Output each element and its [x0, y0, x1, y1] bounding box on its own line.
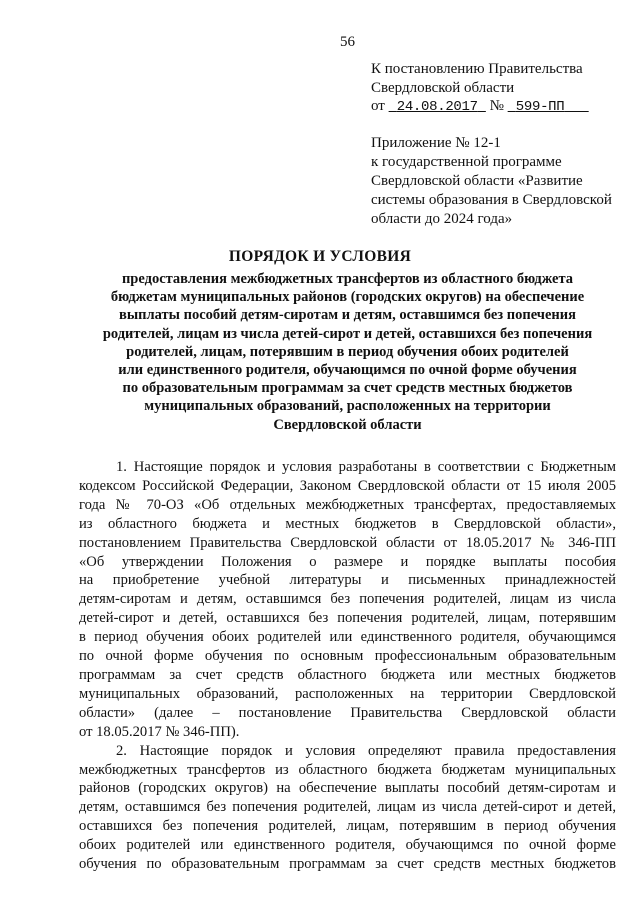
- approval-date: 24.08.2017: [396, 99, 478, 115]
- appendix-line: области до 2024 года»: [371, 211, 513, 227]
- document-title: ПОРЯДОК И УСЛОВИЯ: [228, 248, 412, 265]
- paragraph-line: районов (городских округов) на обеспечение выплаты пособий детям-сиротам и: [79, 780, 616, 797]
- subtitle-line: или единственного родителя, обучающимся по очной форме обучения: [118, 362, 577, 379]
- number-label: №: [489, 98, 504, 114]
- paragraph-line: обучения по образовательным программам за счет средств местных бюджетов: [79, 856, 616, 873]
- paragraph-line: межбюджетных трансфертов из областного бюджета бюджетам муниципальных: [79, 761, 616, 778]
- paragraph-line: муниципальных образований, расположенных на территории Свердловской: [79, 685, 616, 702]
- paragraph-line: детям, оставшимся без попечения родителей, лицам из числа детей-сирот и детей,: [79, 799, 616, 816]
- from-label: от: [371, 98, 385, 114]
- appendix-block: [371, 134, 612, 229]
- paragraph-1: [79, 458, 616, 742]
- paragraph-line: оставшихся без попечения родителей, лицам, потерявшим в период обучения: [79, 818, 616, 835]
- paragraph-line: в период обучения обоих родителей или единственного родителя, обучающимся: [79, 629, 616, 646]
- approval-number: 599-ПП: [515, 99, 565, 115]
- document-body: [79, 458, 616, 874]
- paragraph-2: [79, 742, 616, 874]
- paragraph-line: детей-сирот и детей, оставшихся без попечения родителей, лицам, потерявшим: [79, 610, 616, 627]
- appendix-line: к государственной программе: [371, 154, 562, 170]
- subtitle-line: по образовательным программам за счет средств местных бюджетов: [122, 380, 573, 397]
- paragraph-line: детям-сиротам и детям, оставшимся без попечения родителей, лицам из числа: [79, 591, 616, 608]
- paragraph-line: по очной форме обучения по основным профессиональным образовательным: [79, 648, 616, 665]
- approval-line: К постановлению Правительства: [371, 61, 583, 77]
- paragraph-line: «Об утверждении Положения о размере и порядке выплаты пособия: [79, 553, 616, 570]
- approval-date-line: [371, 97, 589, 117]
- paragraph-line: кодексом Российской Федерации, Законом Свердловской области от 15 июля 2005: [79, 477, 616, 494]
- subtitle-line: муниципальных образований, расположенных на территории: [144, 398, 551, 415]
- paragraph-line: области» (далее – постановление Правительства Свердловской области: [79, 704, 616, 721]
- approval-block: [371, 60, 589, 117]
- paragraph-line: 2. Настоящие порядок и условия определяют правила предоставления: [116, 742, 616, 759]
- subtitle-line: родителей, лицам из числа детей-сирот и детей, оставшихся без попечения: [102, 325, 593, 342]
- appendix-line: Приложение № 12-1: [371, 135, 501, 151]
- paragraph-line: обоих родителей или единственного родителя, обучающимся по очной форме: [79, 837, 616, 854]
- paragraph-line: 1. Настоящие порядок и условия разработаны в соответствии с Бюджетным: [116, 459, 616, 475]
- document-subtitle: [60, 270, 635, 434]
- paragraph-line: года № 70-ОЗ «Об отдельных межбюджетных трансфертах, предоставляемых: [79, 496, 616, 513]
- subtitle-line: Свердловской области: [273, 416, 422, 433]
- appendix-line: системы образования в Свердловской: [371, 192, 612, 208]
- page-number: 56: [340, 34, 355, 50]
- subtitle-line: предоставления межбюджетных трансфертов из областного бюджета: [121, 271, 574, 287]
- paragraph-line: от 18.05.2017 № 346-ПП).: [79, 723, 240, 740]
- paragraph-line: из областного бюджета и местных бюджетов в Свердловской области»,: [79, 515, 616, 532]
- paragraph-line: на приобретение учебной литературы и письменных принадлежностей: [79, 572, 616, 589]
- approval-line: Свердловской области: [371, 79, 515, 96]
- appendix-line: Свердловской области «Развитие: [371, 173, 583, 189]
- subtitle-line: выплаты пособий детям-сиротам и детям, оставшимся без попечения: [119, 307, 576, 324]
- subtitle-line: бюджетам муниципальных районов (городских округов) на обеспечение: [110, 289, 585, 306]
- subtitle-line: родителей, лицам, потерявшим в период обучения обоих родителей: [126, 343, 569, 360]
- paragraph-line: программам за счет средств областного бюджета или местных бюджетов: [79, 666, 616, 683]
- paragraph-line: постановлением Правительства Свердловской области от 18.05.2017 № 346-ПП: [79, 534, 616, 551]
